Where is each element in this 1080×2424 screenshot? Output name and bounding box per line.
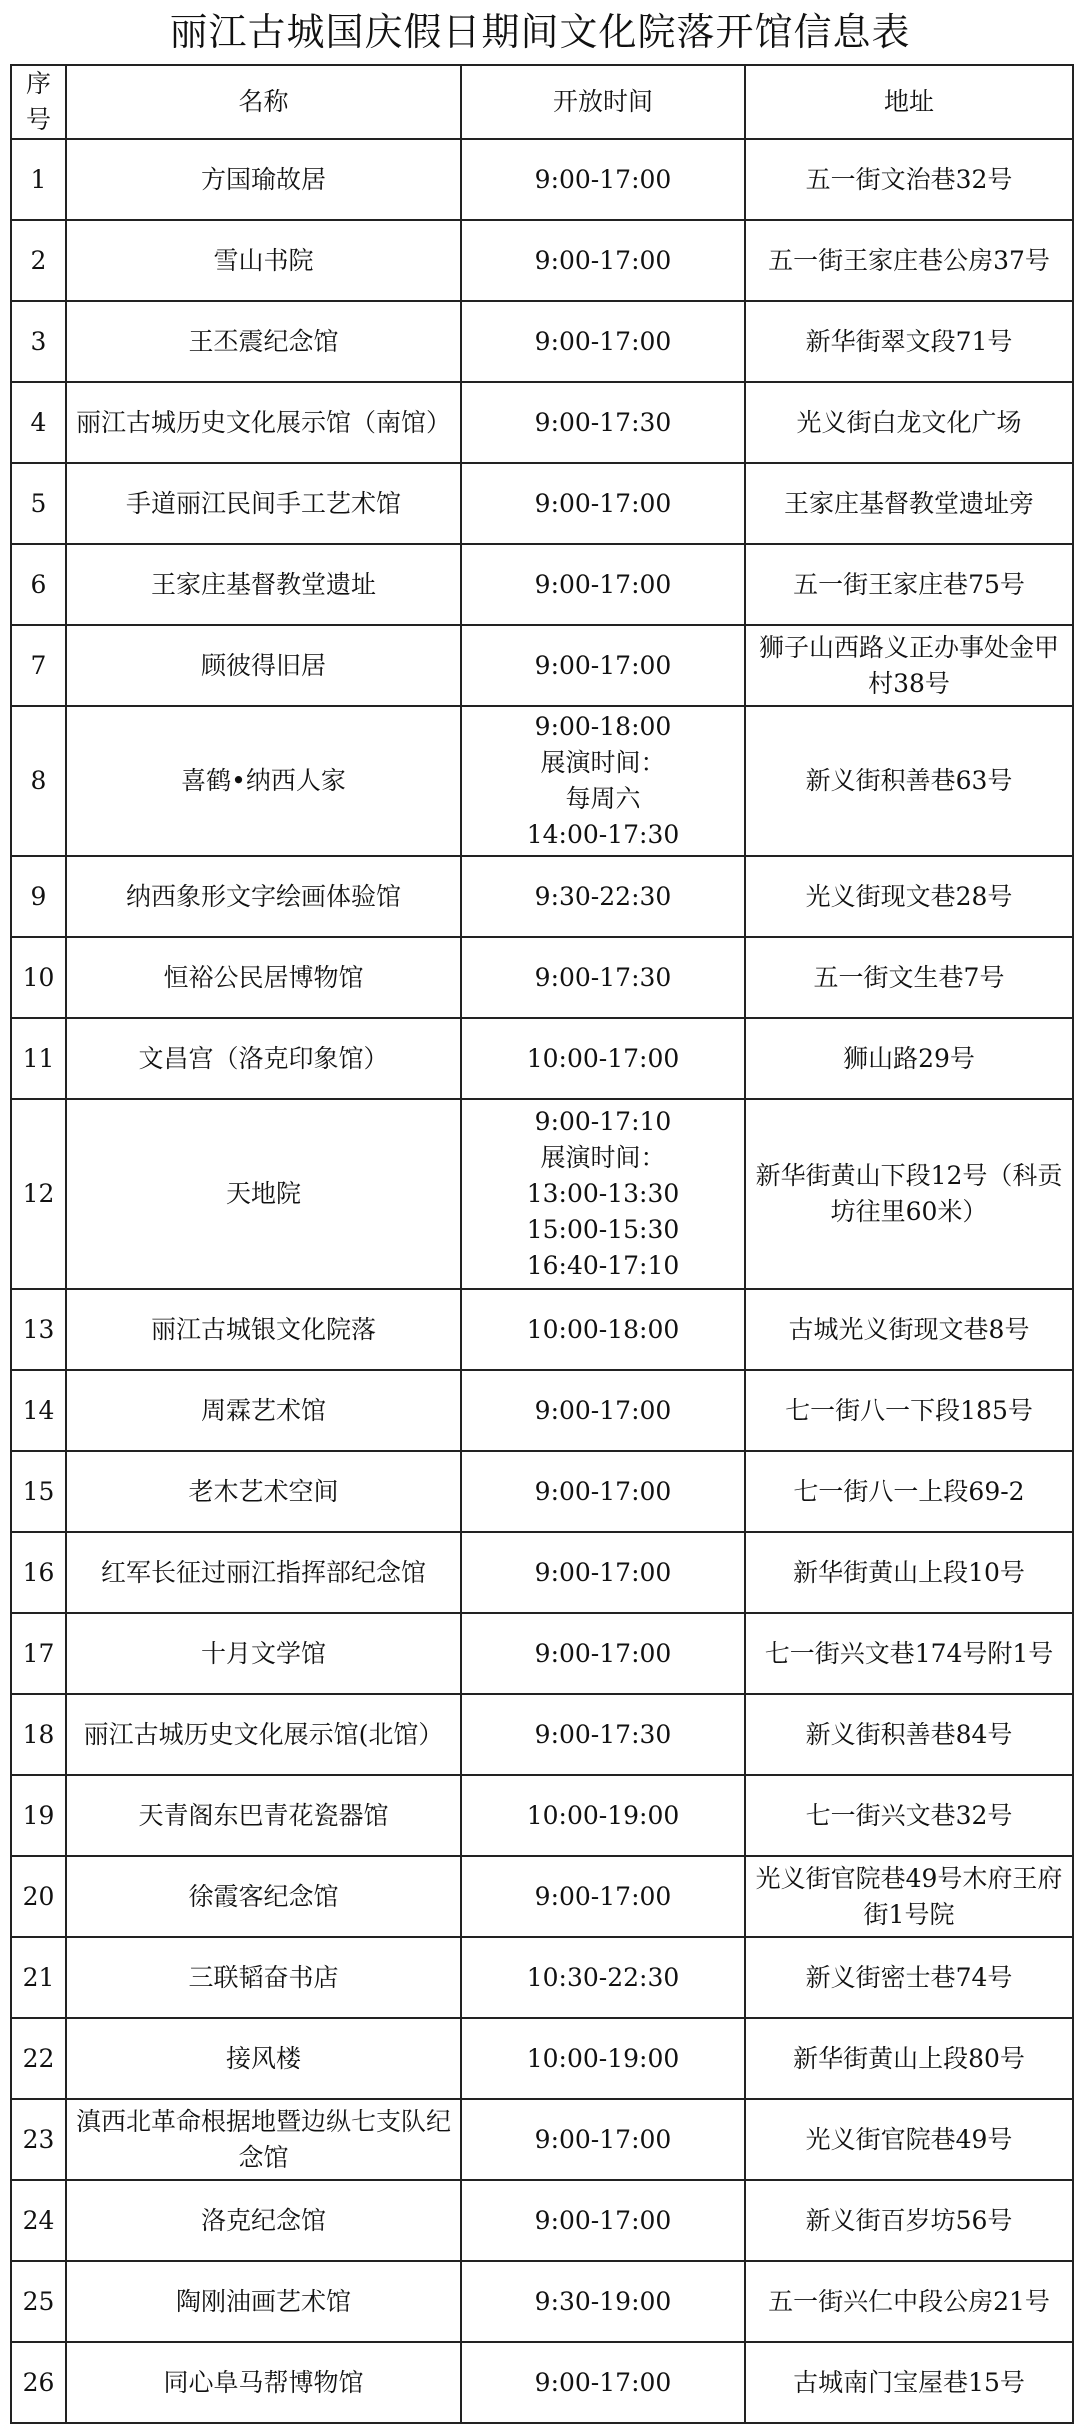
- table-row: [11, 382, 1073, 463]
- opening-hours: [461, 706, 745, 856]
- venue-name: 洛克纪念馆: [66, 2180, 461, 2261]
- opening-hours: [461, 1370, 745, 1451]
- hours-line: 9:00-17:00: [534, 164, 672, 194]
- venue-address: 新华街黄山上段80号: [745, 2018, 1073, 2099]
- venue-address: 新义街积善巷84号: [745, 1694, 1073, 1775]
- table-row: [11, 1613, 1073, 1694]
- header-hours: 开放时间: [461, 65, 745, 139]
- hours-line: 9:00-17:00: [534, 569, 672, 599]
- venue-address: 新义街百岁坊56号: [745, 2180, 1073, 2261]
- row-number: 13: [11, 1289, 66, 1370]
- venue-address: 新义街积善巷63号: [745, 706, 1073, 856]
- venue-address: 五一街文治巷32号: [745, 139, 1073, 220]
- venue-address: 新华街黄山下段12号（科贡坊往里60米）: [745, 1099, 1073, 1289]
- hours-line: 9:00-18:00: [534, 712, 672, 741]
- venue-address: 光义街白龙文化广场: [745, 382, 1073, 463]
- venue-address: 七一街兴文巷174号附1号: [745, 1613, 1073, 1694]
- opening-hours: [461, 1451, 745, 1532]
- opening-hours: [461, 544, 745, 625]
- table-row: [11, 139, 1073, 220]
- hours-line: 10:00-19:00: [526, 1800, 680, 1830]
- hours-line: 10:00-19:00: [526, 2043, 680, 2073]
- row-number: 19: [11, 1775, 66, 1856]
- venue-name: 手道丽江民间手工艺术馆: [66, 463, 461, 544]
- row-number: 26: [11, 2342, 66, 2423]
- opening-hours: [461, 1694, 745, 1775]
- row-number: 24: [11, 2180, 66, 2261]
- table-row: [11, 1694, 1073, 1775]
- row-number: 18: [11, 1694, 66, 1775]
- table-row: [11, 1018, 1073, 1099]
- row-number: 10: [11, 937, 66, 1018]
- header-number: 序号: [11, 65, 66, 139]
- opening-hours: [461, 625, 745, 706]
- hours-line: 10:30-22:30: [526, 1962, 680, 1992]
- table-header-row: [11, 65, 1073, 139]
- table-row: [11, 1532, 1073, 1613]
- table-row: [11, 1937, 1073, 2018]
- row-number: 3: [11, 301, 66, 382]
- venue-address: 五一街文生巷7号: [745, 937, 1073, 1018]
- venue-address: 七一街八一上段69-2: [745, 1451, 1073, 1532]
- venue-address: 古城南门宝屋巷15号: [745, 2342, 1073, 2423]
- opening-hours: [461, 1018, 745, 1099]
- hours-line: 9:00-17:00: [534, 2124, 672, 2154]
- venue-name: 老木艺术空间: [66, 1451, 461, 1532]
- venue-name: 恒裕公民居博物馆: [66, 937, 461, 1018]
- venue-name: 丽江古城银文化院落: [66, 1289, 461, 1370]
- opening-hours: [461, 1775, 745, 1856]
- hours-line: 9:00-17:00: [534, 2205, 672, 2235]
- venue-name: 文昌宫（洛克印象馆）: [66, 1018, 461, 1099]
- hours-line: 9:30-19:00: [534, 2286, 672, 2316]
- table-row: [11, 625, 1073, 706]
- venue-name: 周霖艺术馆: [66, 1370, 461, 1451]
- hours-line: 每周六: [565, 784, 641, 813]
- hours-line: 展演时间：: [540, 1143, 666, 1172]
- opening-hours: [461, 1937, 745, 2018]
- row-number: 15: [11, 1451, 66, 1532]
- row-number: 9: [11, 856, 66, 937]
- row-number: 4: [11, 382, 66, 463]
- opening-hours: [461, 220, 745, 301]
- table-row: [11, 706, 1073, 856]
- table-row: [11, 1775, 1073, 1856]
- venue-address: 五一街王家庄巷公房37号: [745, 220, 1073, 301]
- opening-hours: [461, 1099, 745, 1289]
- table-row: [11, 1370, 1073, 1451]
- table-row: [11, 544, 1073, 625]
- venue-name: 喜鹤•纳西人家: [66, 706, 461, 856]
- venue-name: 顾彼得旧居: [66, 625, 461, 706]
- table-row: [11, 463, 1073, 544]
- venue-name: 方国瑜故居: [66, 139, 461, 220]
- hours-line: 9:00-17:10: [534, 1107, 672, 1136]
- hours-line: 9:00-17:30: [534, 962, 672, 992]
- row-number: 12: [11, 1099, 66, 1289]
- hours-line: 9:00-17:00: [534, 1476, 672, 1506]
- hours-line: 10:00-17:00: [526, 1043, 680, 1073]
- info-table: [10, 64, 1074, 2424]
- row-number: 8: [11, 706, 66, 856]
- venue-address: 光义街现文巷28号: [745, 856, 1073, 937]
- opening-hours: [461, 2180, 745, 2261]
- hours-line: 9:00-17:30: [534, 1719, 672, 1749]
- row-number: 5: [11, 463, 66, 544]
- row-number: 6: [11, 544, 66, 625]
- row-number: 16: [11, 1532, 66, 1613]
- row-number: 11: [11, 1018, 66, 1099]
- opening-hours: [461, 1856, 745, 1937]
- venue-address: 王家庄基督教堂遗址旁: [745, 463, 1073, 544]
- row-number: 7: [11, 625, 66, 706]
- row-number: 2: [11, 220, 66, 301]
- venue-name: 同心阜马帮博物馆: [66, 2342, 461, 2423]
- venue-name: 纳西象形文字绘画体验馆: [66, 856, 461, 937]
- hours-line: 10:00-18:00: [526, 1314, 680, 1344]
- venue-name: 十月文学馆: [66, 1613, 461, 1694]
- venue-name: 滇西北革命根据地暨边纵七支队纪念馆: [66, 2099, 461, 2180]
- hours-line: 13:00-13:30: [526, 1179, 680, 1208]
- row-number: 1: [11, 139, 66, 220]
- venue-address: 狮子山西路义正办事处金甲村38号: [745, 625, 1073, 706]
- hours-line: 9:00-17:00: [534, 245, 672, 275]
- hours-line: 9:00-17:00: [534, 1395, 672, 1425]
- opening-hours: [461, 139, 745, 220]
- hours-line: 14:00-17:30: [526, 820, 680, 849]
- opening-hours: [461, 301, 745, 382]
- table-row: [11, 1289, 1073, 1370]
- venue-address: 五一街兴仁中段公房21号: [745, 2261, 1073, 2342]
- table-row: [11, 220, 1073, 301]
- table-row: [11, 856, 1073, 937]
- hours-line: 9:00-17:00: [534, 1638, 672, 1668]
- venue-address: 光义街官院巷49号: [745, 2099, 1073, 2180]
- hours-line: 展演时间：: [540, 748, 666, 777]
- hours-line: 9:00-17:00: [534, 1881, 672, 1911]
- hours-line: 15:00-15:30: [526, 1215, 680, 1244]
- venue-name: 陶刚油画艺术馆: [66, 2261, 461, 2342]
- opening-hours: [461, 2099, 745, 2180]
- table-row: [11, 1856, 1073, 1937]
- row-number: 22: [11, 2018, 66, 2099]
- opening-hours: [461, 463, 745, 544]
- opening-hours: [461, 2261, 745, 2342]
- venue-address: 新华街翠文段71号: [745, 301, 1073, 382]
- row-number: 25: [11, 2261, 66, 2342]
- row-number: 20: [11, 1856, 66, 1937]
- venue-name: 天地院: [66, 1099, 461, 1289]
- venue-name: 三联韬奋书店: [66, 1937, 461, 2018]
- venue-name: 王丕震纪念馆: [66, 301, 461, 382]
- table-row: [11, 937, 1073, 1018]
- opening-hours: [461, 2342, 745, 2423]
- venue-name: 雪山书院: [66, 220, 461, 301]
- opening-hours: [461, 937, 745, 1018]
- table-row: [11, 2342, 1073, 2423]
- opening-hours: [461, 2018, 745, 2099]
- row-number: 14: [11, 1370, 66, 1451]
- venue-name: 丽江古城历史文化展示馆（南馆）: [66, 382, 461, 463]
- opening-hours: [461, 856, 745, 937]
- header-address: 地址: [745, 65, 1073, 139]
- hours-line: 16:40-17:10: [526, 1251, 680, 1280]
- opening-hours: [461, 1613, 745, 1694]
- table-row: [11, 1451, 1073, 1532]
- table-row: [11, 2261, 1073, 2342]
- venue-address: 新华街黄山上段10号: [745, 1532, 1073, 1613]
- row-number: 21: [11, 1937, 66, 2018]
- hours-line: 9:00-17:00: [534, 2367, 672, 2397]
- venue-address: 七一街兴文巷32号: [745, 1775, 1073, 1856]
- hours-line: 9:00-17:00: [534, 488, 672, 518]
- venue-address: 狮山路29号: [745, 1018, 1073, 1099]
- venue-address: 古城光义街现文巷8号: [745, 1289, 1073, 1370]
- table-row: [11, 1099, 1073, 1289]
- table-row: [11, 2099, 1073, 2180]
- hours-line: 9:00-17:00: [534, 326, 672, 356]
- hours-line: 9:00-17:30: [534, 407, 672, 437]
- opening-hours: [461, 1289, 745, 1370]
- venue-address: 新义街密士巷74号: [745, 1937, 1073, 2018]
- table-body: [11, 139, 1073, 2423]
- table-row: [11, 2018, 1073, 2099]
- table-row: [11, 301, 1073, 382]
- hours-line: 9:30-22:30: [534, 881, 672, 911]
- venue-name: 天青阁东巴青花瓷器馆: [66, 1775, 461, 1856]
- venue-address: 五一街王家庄巷75号: [745, 544, 1073, 625]
- venue-name: 丽江古城历史文化展示馆(北馆）: [66, 1694, 461, 1775]
- venue-name: 红军长征过丽江指挥部纪念馆: [66, 1532, 461, 1613]
- venue-address: 光义街官院巷49号木府王府街1号院: [745, 1856, 1073, 1937]
- hours-line: 9:00-17:00: [534, 650, 672, 680]
- page-title: 丽江古城国庆假日期间文化院落开馆信息表: [169, 10, 911, 54]
- row-number: 23: [11, 2099, 66, 2180]
- header-name: 名称: [66, 65, 461, 139]
- venue-name: 王家庄基督教堂遗址: [66, 544, 461, 625]
- opening-hours: [461, 1532, 745, 1613]
- venue-name: 徐霞客纪念馆: [66, 1856, 461, 1937]
- table-row: [11, 2180, 1073, 2261]
- row-number: 17: [11, 1613, 66, 1694]
- venue-address: 七一街八一下段185号: [745, 1370, 1073, 1451]
- hours-line: 9:00-17:00: [534, 1557, 672, 1587]
- opening-hours: [461, 382, 745, 463]
- venue-name: 接风楼: [66, 2018, 461, 2099]
